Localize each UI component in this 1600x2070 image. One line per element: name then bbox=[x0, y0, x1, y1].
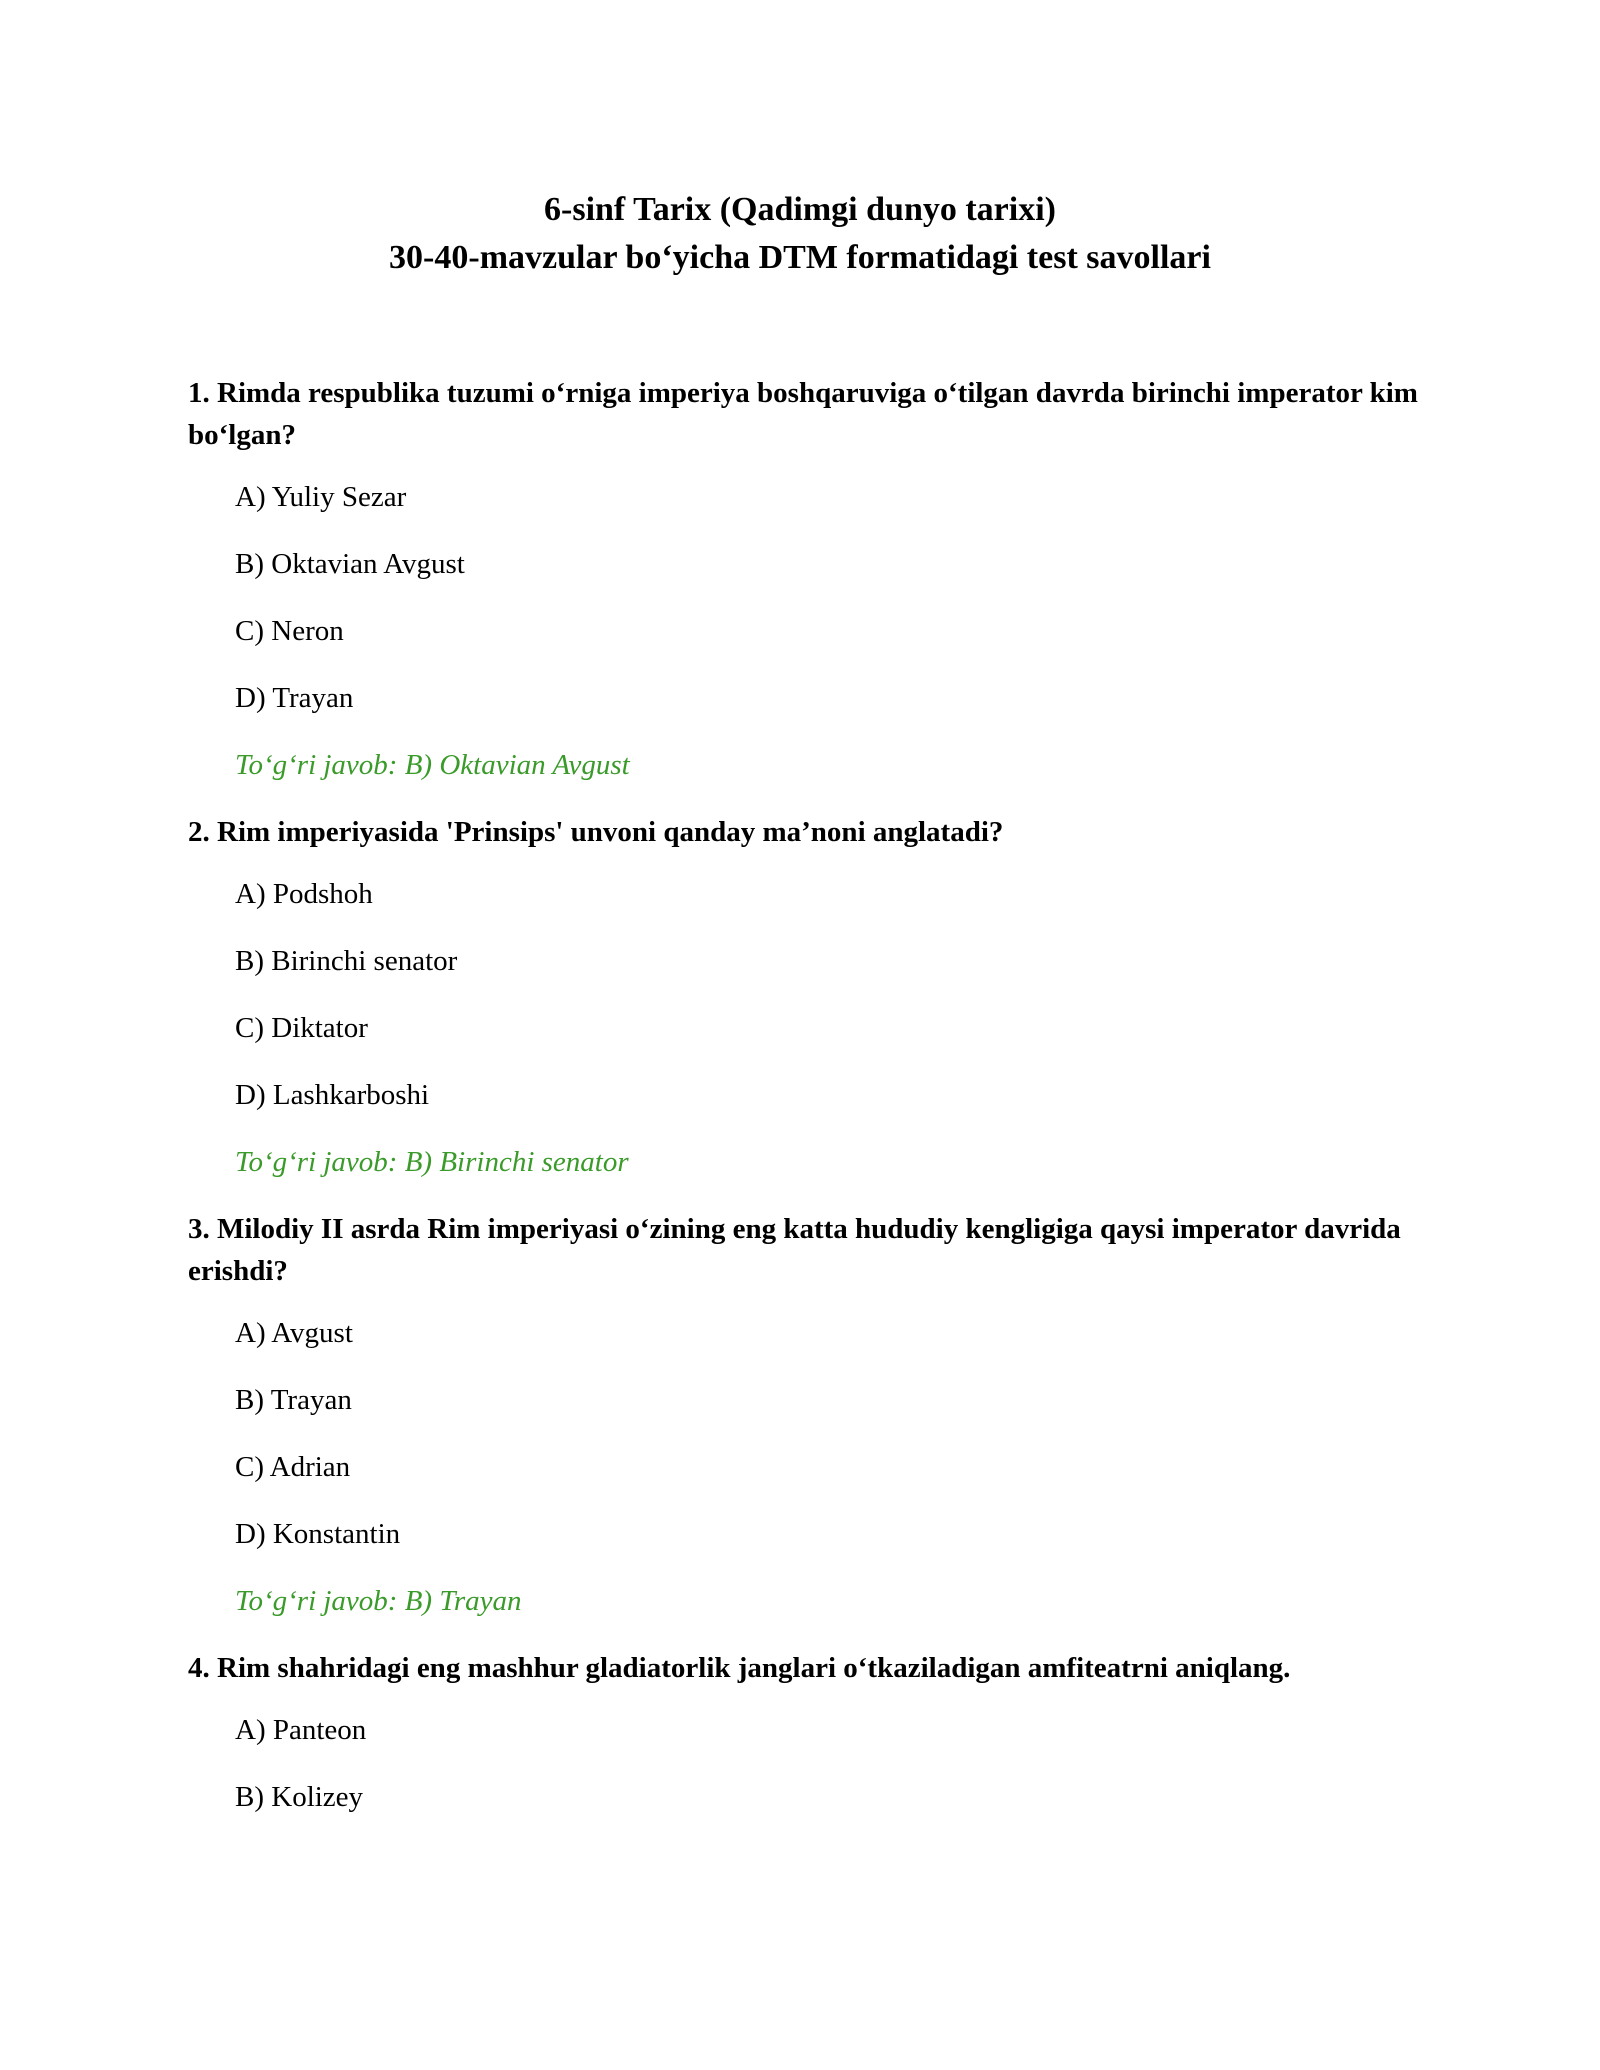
questions-list bbox=[188, 372, 1428, 1843]
question-block bbox=[188, 1208, 1428, 1622]
question-block bbox=[188, 811, 1428, 1183]
answer-option: B) Birinchi senator bbox=[235, 945, 458, 977]
answer-option: A) Avgust bbox=[235, 1317, 353, 1349]
answer-option: D) Trayan bbox=[235, 682, 354, 714]
answer-option: D) Lashkarboshi bbox=[235, 1079, 430, 1111]
question-text: 3. Milodiy II asrda Rim imperiyasi o‘zining eng katta hududiy kengligiga qaysi imperator davrida erishdi? bbox=[188, 1213, 1401, 1287]
correct-answer: To‘g‘ri javob: B) Trayan bbox=[235, 1585, 522, 1617]
document-title: 6-sinf Tarix (Qadimgi dunyo tarixi) bbox=[544, 191, 1056, 228]
document-subtitle: 30-40-mavzular bo‘yicha DTM formatidagi test savollari bbox=[389, 239, 1211, 276]
answer-option: B) Kolizey bbox=[235, 1781, 364, 1813]
answer-option: D) Konstantin bbox=[235, 1518, 401, 1550]
question-text: 4. Rim shahridagi eng mashhur gladiatorlik janglari o‘tkaziladigan amfiteatrni aniqlang. bbox=[188, 1652, 1291, 1684]
question-block bbox=[188, 372, 1428, 786]
answer-option: A) Podshoh bbox=[235, 878, 373, 910]
question-text: 2. Rim imperiyasida 'Prinsips' unvoni qanday ma’noni anglatadi? bbox=[188, 816, 1004, 848]
answer-option: C) Diktator bbox=[235, 1012, 368, 1044]
answer-option: A) Yuliy Sezar bbox=[235, 481, 407, 513]
answer-option: C) Adrian bbox=[235, 1451, 351, 1483]
correct-answer: To‘g‘ri javob: B) Birinchi senator bbox=[235, 1146, 629, 1178]
question-text: 1. Rimda respublika tuzumi o‘rniga imperiya boshqaruviga o‘tilgan davrda birinchi imperator kim bo‘lgan? bbox=[188, 377, 1418, 451]
correct-answer: To‘g‘ri javob: B) Oktavian Avgust bbox=[235, 749, 630, 781]
answer-option: C) Neron bbox=[235, 615, 344, 647]
question-block bbox=[188, 1647, 1428, 1818]
answer-option: A) Panteon bbox=[235, 1714, 367, 1746]
answer-option: B) Oktavian Avgust bbox=[235, 548, 465, 580]
answer-option: B) Trayan bbox=[235, 1384, 352, 1416]
